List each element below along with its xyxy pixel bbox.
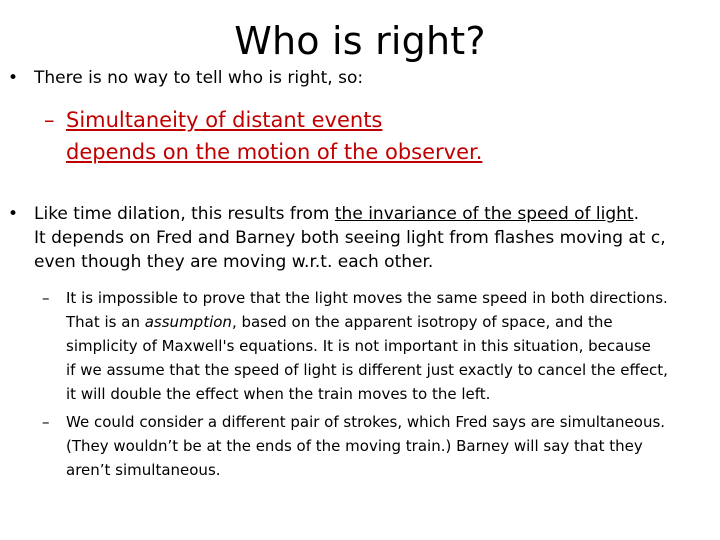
text-segment: . (633, 204, 640, 224)
text-segment: Like time dilation, this results from (34, 204, 335, 224)
bullet-line-3: even though they are moving w.r.t. each other. (34, 252, 434, 272)
invariance-link[interactable]: the invariance of the speed of light (334, 204, 634, 224)
sub-line-2 (66, 310, 613, 334)
dash-marker: – (42, 413, 50, 431)
bullet-marker: • (8, 68, 19, 88)
bullet-line-2: It depends on Fred and Barney both seeing light from flashes moving at c, (34, 228, 666, 248)
sub-line-1: We could consider a different pair of strokes, which Fred says are simultaneous. (66, 413, 666, 431)
bullet-line-1 (34, 202, 639, 226)
conclusion-line-1: Simultaneity of distant events (66, 108, 383, 132)
text-segment: That is an (66, 313, 145, 331)
emphasis-assumption: assumption (144, 313, 232, 331)
sub-line-2: (They wouldn’t be at the ends of the moving train.) Barney will say that they (66, 437, 643, 455)
text-segment: , based on the apparent isotropy of space, and the (231, 313, 613, 331)
conclusion-line-2: depends on the motion of the observer. (66, 140, 483, 164)
sub-line-5: it will double the effect when the train moves to the left. (66, 385, 491, 403)
dash-marker: – (42, 289, 50, 307)
slide-title: Who is right? (234, 19, 486, 63)
sub-line-3: simplicity of Maxwell's equations. It is not important in this situation, because (66, 337, 651, 355)
bullet-marker: • (8, 204, 19, 224)
sub-line-3: aren’t simultaneous. (66, 461, 221, 479)
sub-line-4: if we assume that the speed of light is different just exactly to cancel the effect, (66, 361, 668, 379)
dash-marker: – (44, 108, 55, 132)
bullet-text: There is no way to tell who is right, so: (34, 68, 364, 88)
sub-line-1: It is impossible to prove that the light moves the same speed in both directions. (66, 289, 668, 307)
